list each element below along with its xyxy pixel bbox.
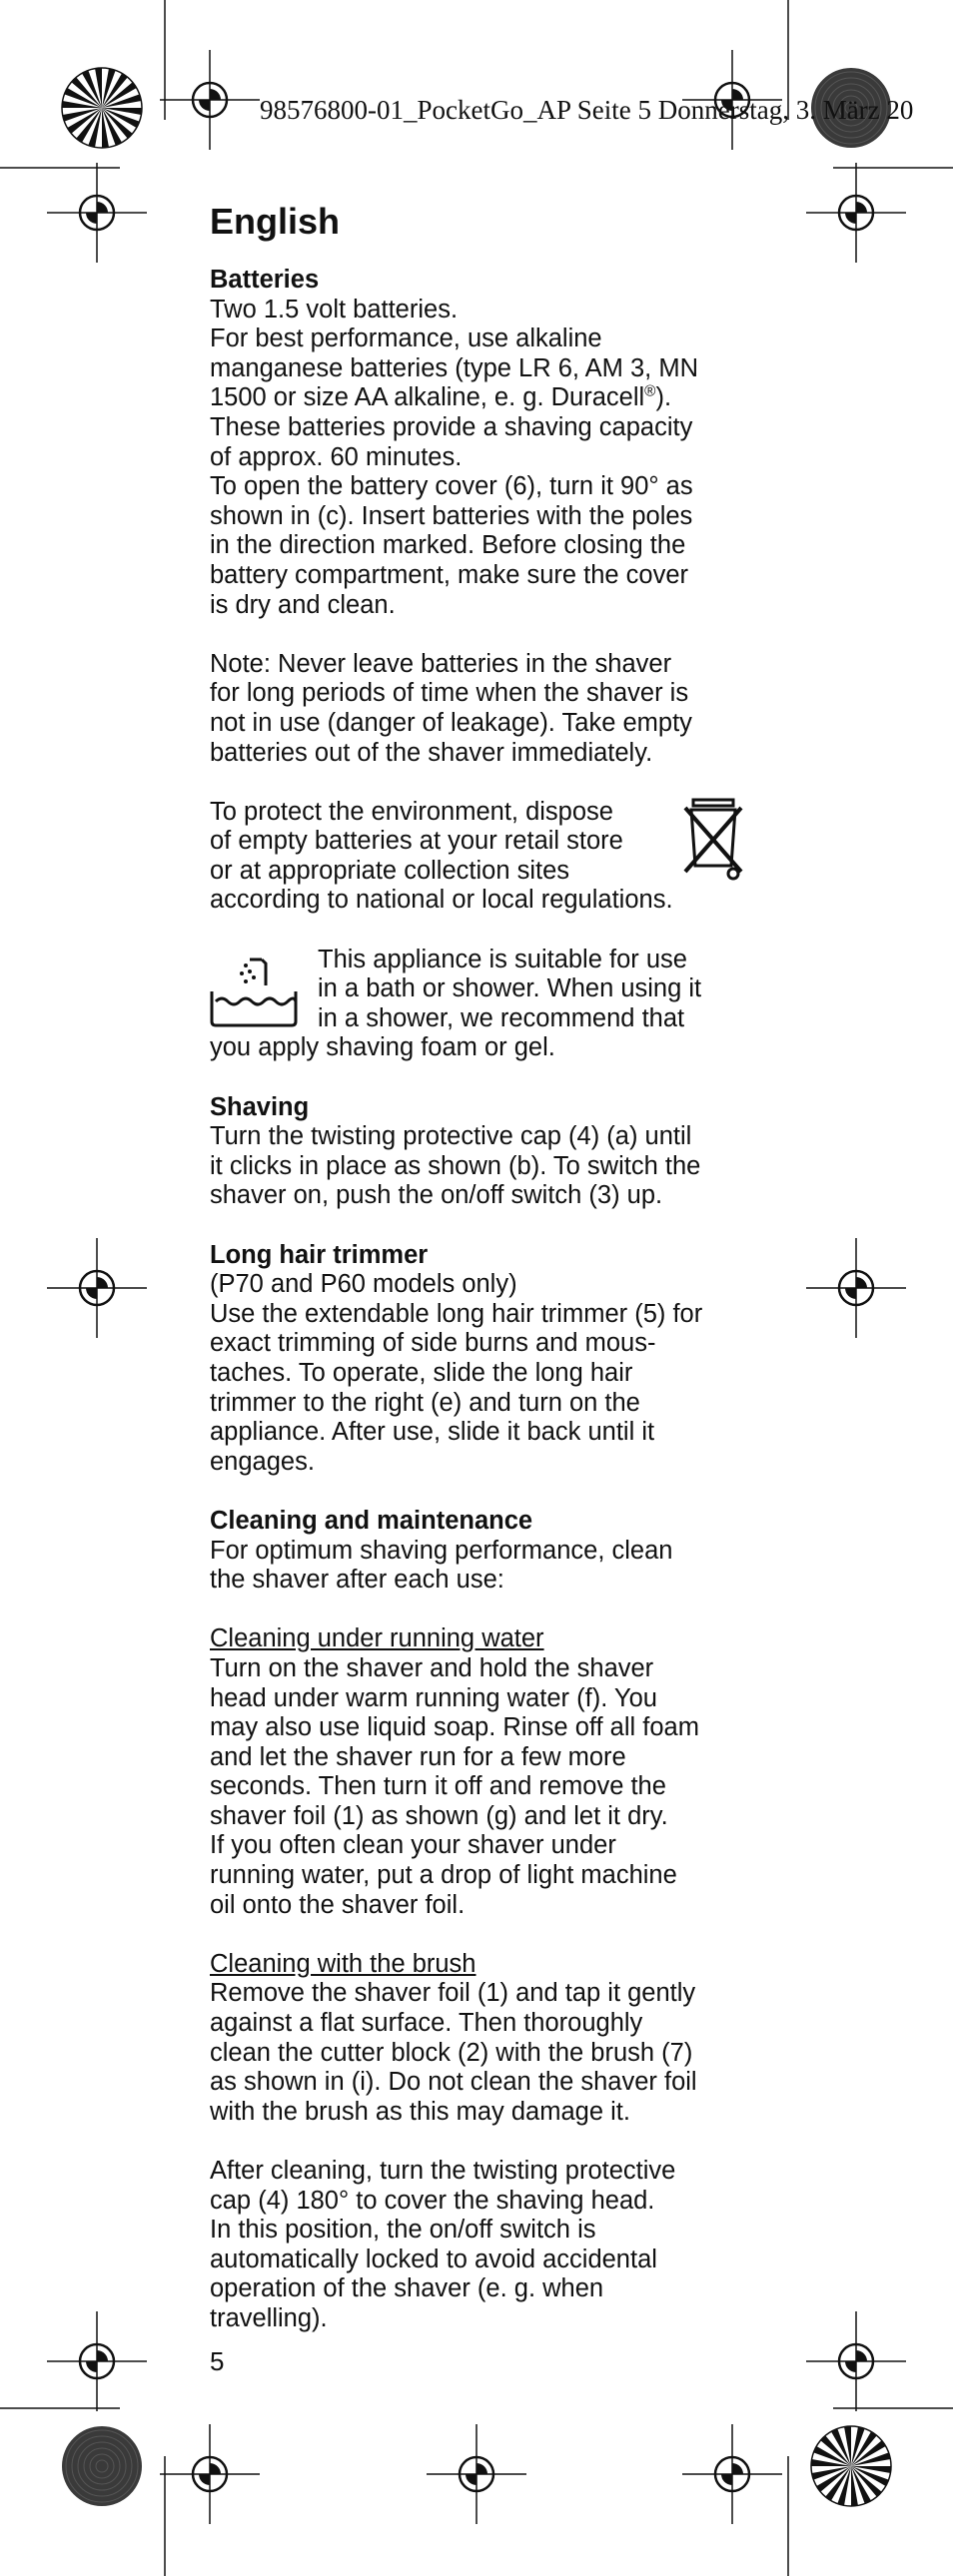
environment-line: or at appropriate collection sites: [210, 856, 570, 885]
environment-line: To protect the environment, dispose: [210, 797, 613, 826]
cleaning-intro-line: the shaver after each use:: [210, 1566, 504, 1595]
trimmer-line: appliance. After use, slide it back until it: [210, 1418, 655, 1447]
shaving-line: it clicks in place as shown (b). To switch the: [210, 1151, 701, 1180]
batteries-line: is dry and clean.: [210, 590, 396, 619]
cleaning-intro-line: For optimum shaving performance, clean: [210, 1536, 673, 1565]
after-cleaning-line: automatically locked to avoid accidental: [210, 2245, 657, 2273]
after-cleaning-line: cap (4) 180° to cover the shaving head.: [210, 2186, 655, 2215]
section-heading-shaving: Shaving: [210, 1092, 310, 1121]
batteries-line: Two 1.5 volt batteries.: [210, 295, 459, 323]
water-line: If you often clean your shaver under: [210, 1831, 616, 1860]
after-cleaning-line: In this position, the on/off switch is: [210, 2216, 596, 2245]
batteries-line-suffix: ).: [655, 383, 672, 412]
batteries-line: shown in (c). Insert batteries with the poles: [210, 501, 693, 530]
section-heading-trimmer: Long hair trimmer: [210, 1240, 429, 1269]
trimmer-line: taches. To operate, slide the long hair: [210, 1358, 633, 1387]
brush-line: clean the cutter block (2) with the brush (7): [210, 2038, 693, 2067]
bath-line: in a shower, we recommend that: [318, 1003, 685, 1032]
water-line: head under warm running water (f). You: [210, 1683, 657, 1712]
trimmer-line: Use the extendable long hair trimmer (5) for: [210, 1299, 703, 1328]
after-cleaning-line: operation of the shaver (e. g. when: [210, 2274, 604, 2303]
brush-line: with the brush as this may damage it.: [210, 2097, 630, 2126]
radial-color-test-wheel-icon: [811, 2426, 891, 2506]
environment-line: of empty batteries at your retail store: [210, 827, 623, 856]
bath-shower-icon: [210, 956, 298, 1027]
environment-notice: [210, 798, 739, 916]
note-line: for long periods of time when the shaver is: [210, 679, 689, 708]
subheading-brush: Cleaning with the brush: [210, 1949, 476, 1978]
radial-color-test-wheel-icon: [62, 68, 142, 148]
section-heading-batteries: Batteries: [210, 266, 320, 294]
print-slug-line: 98576800-01_PocketGo_AP Seite 5 Donnerstag, 3. März 20: [260, 95, 914, 125]
radial-color-test-wheel-icon: [62, 2426, 142, 2506]
trimmer-line: (P70 and P60 models only): [210, 1270, 517, 1299]
batteries-line: To open the battery cover (6), turn it 90° as: [210, 472, 693, 501]
bath-line: in a bath or shower. When using it: [318, 974, 702, 1003]
water-line: and let the shaver run for a few more: [210, 1742, 626, 1771]
water-line: shaver foil (1) as shown (g) and let it dry.: [210, 1801, 668, 1830]
bath-notice: [210, 946, 739, 1063]
brush-line: against a flat surface. Then thoroughly: [210, 2009, 643, 2038]
trimmer-line: trimmer to the right (e) and turn on the: [210, 1388, 640, 1417]
section-heading-cleaning: Cleaning and maintenance: [210, 1506, 533, 1535]
water-line: oil onto the shaver foil.: [210, 1890, 466, 1919]
batteries-line: in the direction marked. Before closing the: [210, 531, 686, 560]
shaving-line: Turn the twisting protective cap (4) (a) until: [210, 1122, 692, 1151]
batteries-line: These batteries provide a shaving capacity: [210, 412, 693, 441]
batteries-line: For best performance, use alkaline: [210, 324, 602, 353]
page-title: English: [210, 201, 341, 242]
batteries-line: battery compartment, make sure the cover: [210, 560, 689, 589]
brush-line: as shown in (i). Do not clean the shaver foil: [210, 2068, 697, 2097]
trimmer-line: exact trimming of side burns and mous-: [210, 1329, 656, 1358]
note-line: batteries out of the shaver immediately.: [210, 738, 653, 767]
registered-mark: ®: [644, 382, 656, 400]
batteries-line: manganese batteries (type LR 6, AM 3, MN: [210, 353, 698, 382]
crossed-out-wheelie-bin-icon: [679, 794, 747, 886]
batteries-line-duracell: [210, 383, 739, 413]
batteries-line: of approx. 60 minutes.: [210, 442, 463, 471]
subheading-running-water: Cleaning under running water: [210, 1624, 544, 1653]
manual-page: [210, 200, 739, 2334]
note-line: Note: Never leave batteries in the shaver: [210, 649, 672, 678]
after-cleaning-line: After cleaning, turn the twisting protective: [210, 2157, 676, 2185]
trimmer-line: engages.: [210, 1447, 315, 1476]
note-line: not in use (danger of leakage). Take empty: [210, 708, 692, 737]
water-line: seconds. Then turn it off and remove the: [210, 1772, 666, 1801]
bath-line: you apply shaving foam or gel.: [210, 1033, 555, 1062]
shaving-line: shaver on, push the on/off switch (3) up.: [210, 1181, 663, 1210]
batteries-line-text: 1500 or size AA alkaline, e. g. Duracell: [210, 383, 645, 412]
brush-line: Remove the shaver foil (1) and tap it gently: [210, 1979, 696, 2008]
page-number: 5: [210, 2346, 225, 2376]
after-cleaning-line: travelling).: [210, 2303, 328, 2332]
environment-line: according to national or local regulations.: [210, 886, 673, 915]
water-line: Turn on the shaver and hold the shaver: [210, 1653, 654, 1682]
water-line: running water, put a drop of light machine: [210, 1861, 677, 1890]
bath-line: This appliance is suitable for use: [318, 945, 687, 973]
water-line: may also use liquid soap. Rinse off all foam: [210, 1713, 699, 1742]
